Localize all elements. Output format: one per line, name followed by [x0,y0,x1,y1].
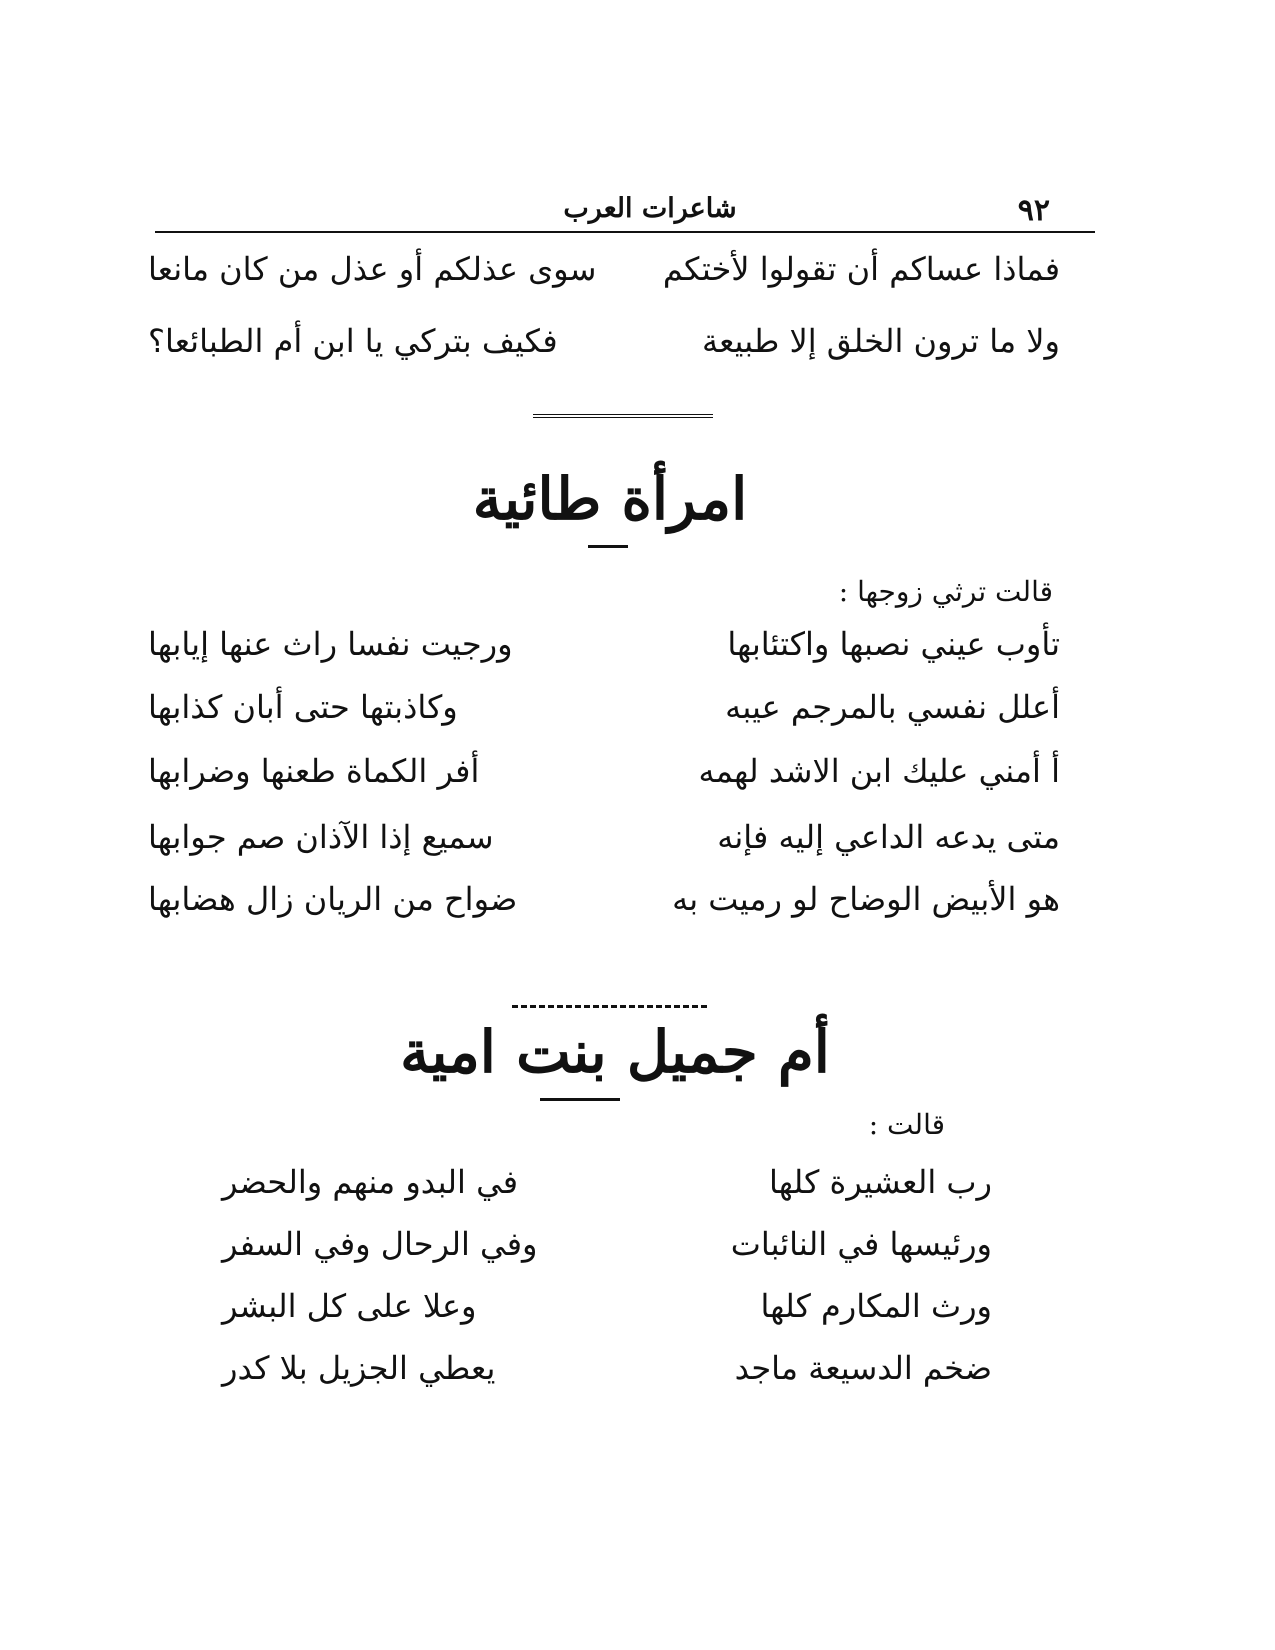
second-hemistich: في البدو منهم والحضر [222,1163,519,1201]
second-hemistich: ضواح من الريان زال هضابها [148,880,518,918]
first-hemistich: ضخم الدسيعة ماجد [734,1349,992,1387]
section-title: أم جميل بنت امية [400,1018,830,1086]
verse-line [148,880,1060,924]
section-divider [533,414,713,418]
header-rule [155,231,1095,233]
verse-line [222,1163,992,1207]
section-divider [512,1005,707,1008]
first-hemistich: رب العشيرة كلها [769,1163,992,1201]
first-hemistich: متى يدعه الداعي إليه فإنه [717,818,1060,856]
section-intro: قالت : [868,1108,945,1141]
verse-line [148,250,1060,294]
verse-line [148,818,1060,862]
second-hemistich: يعطي الجزيل بلا كدر [222,1349,496,1387]
first-hemistich: تأوب عيني نصبها واكتئابها [727,625,1060,663]
verse-line [222,1225,992,1269]
title-underline [588,545,628,548]
first-hemistich: أعلل نفسي بالمرجم عيبه [725,688,1060,726]
running-title: شاعرات العرب [563,193,737,224]
second-hemistich: سميع إذا الآذان صم جوابها [148,818,494,856]
second-hemistich: ورجيت نفسا راث عنها إيابها [148,625,513,663]
title-underline [540,1098,620,1101]
first-hemistich: أ أمني عليك ابن الاشد لهمه [698,752,1060,790]
second-hemistich: وفي الرحال وفي السفر [222,1225,538,1263]
verse-line [148,752,1060,796]
first-hemistich: ولا ما ترون الخلق إلا طبيعة [701,322,1060,360]
verse-line [148,322,1060,366]
second-hemistich: سوى عذلكم أو عذل من كان مانعا [148,250,597,288]
section-title: امرأة طائية [472,465,748,533]
second-hemistich: وكاذبتها حتى أبان كذابها [148,688,458,726]
verse-line [222,1349,992,1393]
first-hemistich: ورئيسها في النائبات [730,1225,992,1263]
second-hemistich: وعلا على كل البشر [222,1287,477,1325]
page-header [155,193,1095,233]
second-hemistich: فكيف بتركي يا ابن أم الطبائعا؟ [148,322,558,360]
first-hemistich: ورث المكارم كلها [760,1287,992,1325]
page-number: ٩٢ [1017,193,1050,228]
first-hemistich: هو الأبيض الوضاح لو رميت به [672,880,1060,918]
verse-line [148,625,1060,669]
section-intro: قالت ترثي زوجها : [838,575,1053,608]
verse-line [222,1287,992,1331]
verse-line [148,688,1060,732]
second-hemistich: أفر الكماة طعنها وضرابها [148,752,480,790]
first-hemistich: فماذا عساكم أن تقولوا لأختكم [662,250,1060,288]
